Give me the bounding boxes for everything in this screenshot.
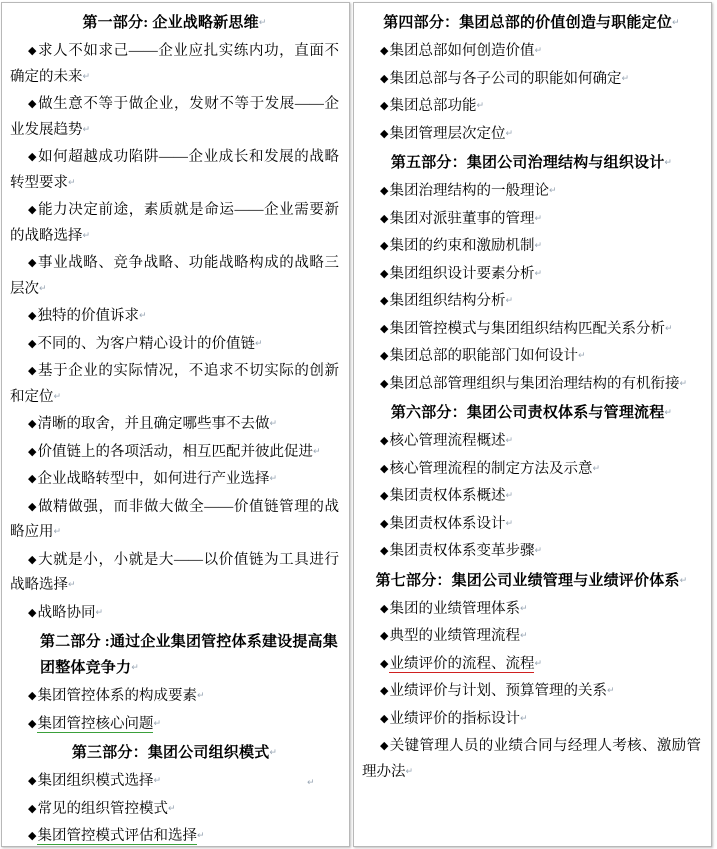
list-item: ◆典型的业绩管理流程↵ xyxy=(380,628,528,644)
heading-part-7: 第七部分：集团公司业绩管理与业绩评价体系↵ xyxy=(375,572,688,589)
list-item: ◆求人不如求己——企业应扎实练内功，直面不确定的未来↵ xyxy=(10,43,340,85)
paragraph-mark-icon: ↵ xyxy=(405,766,414,777)
list-item: ◆集团责权体系变革步骤↵ xyxy=(380,543,543,559)
diamond-bullet-icon: ◆ xyxy=(380,684,389,697)
diamond-bullet-icon: ◆ xyxy=(380,739,389,752)
list-item: ◆集团管控模式评估和选择↵ xyxy=(28,828,205,844)
diamond-bullet-icon: ◆ xyxy=(380,656,389,670)
diamond-bullet-icon: ◆ xyxy=(28,336,37,350)
list-item: ◆能力决定前途，素质就是命运——企业需要新的战略选择↵ xyxy=(10,202,340,244)
list-item: ◆集团总部与各子公司的职能如何确定↵ xyxy=(380,70,630,87)
paragraph-mark-icon: ↵ xyxy=(82,230,91,241)
paragraph-mark-icon: ↵ xyxy=(534,241,543,251)
diamond-bullet-icon: ◆ xyxy=(28,417,37,430)
list-item: ◆关键管理人员的业绩合同与经理人考核、激励管理办法↵ xyxy=(362,738,701,780)
diamond-bullet-icon: ◆ xyxy=(28,97,38,110)
diamond-bullet-icon: ◆ xyxy=(380,516,389,530)
list-item: ◆基于企业的实际情况，不追求不切实际的创新和定位↵ xyxy=(10,363,339,405)
paragraph-mark-icon: ↵ xyxy=(196,831,205,841)
list-item: ◆集团总部管理组织与集团治理结构的有机衔接↵ xyxy=(380,375,688,392)
list-item: ◆业绩评价的指标设计↵ xyxy=(380,710,528,727)
list-item: ◆战略协同↵ xyxy=(28,604,104,621)
paragraph-mark-icon: ↵ xyxy=(672,18,680,28)
paragraph-mark-icon: ↵ xyxy=(664,323,673,334)
diamond-bullet-icon: ◆ xyxy=(380,99,389,112)
paragraph-mark-icon: ↵ xyxy=(39,283,47,294)
diamond-bullet-icon: ◆ xyxy=(28,364,38,377)
list-item: ◆集团对派驻董事的管理↵ xyxy=(380,210,543,227)
paragraph-mark-icon: ↵ xyxy=(68,177,76,188)
paragraph-mark-icon: ↵ xyxy=(269,474,278,484)
paragraph-mark-icon: ↵ xyxy=(519,603,528,614)
diamond-bullet-icon: ◆ xyxy=(380,126,389,140)
list-item: ◆清晰的取舍，并且确定哪些事不去做↵ xyxy=(28,416,278,432)
paragraph-mark-icon: ↵ xyxy=(269,748,278,758)
paragraph-mark-icon: ↵ xyxy=(505,296,514,306)
diamond-bullet-icon: ◆ xyxy=(380,321,389,335)
diamond-bullet-icon: ◆ xyxy=(28,203,38,216)
list-item: ◆集团管理层次定位↵ xyxy=(380,125,514,142)
diamond-bullet-icon: ◆ xyxy=(28,309,37,322)
list-item: ◆集团的业绩管理体系↵ xyxy=(380,600,528,617)
list-item: ◆集团管控模式与集团组织结构匹配关系分析↵ xyxy=(380,320,673,337)
diamond-bullet-icon: ◆ xyxy=(380,211,389,225)
right-column xyxy=(353,2,712,847)
diamond-bullet-icon: ◆ xyxy=(380,629,389,642)
diamond-bullet-icon: ◆ xyxy=(28,829,37,842)
list-item: ◆集团管控核心问题↵ xyxy=(28,715,162,732)
diamond-bullet-icon: ◆ xyxy=(380,184,389,197)
heading-part-4: 第四部分：集团总部的价值创造与职能定位↵ xyxy=(383,15,680,31)
paragraph-mark-icon: ↵ xyxy=(82,124,91,135)
list-item: ◆集团组织模式选择↵ xyxy=(28,773,162,789)
diamond-bullet-icon: ◆ xyxy=(28,44,38,57)
paragraph-mark-icon: ↵ xyxy=(53,391,62,402)
diamond-bullet-icon: ◆ xyxy=(28,499,38,513)
diamond-bullet-icon: ◆ xyxy=(28,605,37,619)
diamond-bullet-icon: ◆ xyxy=(380,711,389,725)
list-item: ◆集团总部的职能部门如何设计↵ xyxy=(380,348,586,364)
list-item: ◆集团组织结构分析↵ xyxy=(380,293,514,309)
diamond-bullet-icon: ◆ xyxy=(380,461,389,475)
paragraph-mark-icon: ↵ xyxy=(505,436,514,446)
left-column xyxy=(1,2,350,847)
paragraph-mark-icon: ↵ xyxy=(505,518,514,529)
list-item: ◆如何超越成功陷阱——企业成长和发展的战略转型要求↵ xyxy=(10,149,340,191)
paragraph-mark-icon: ↵ xyxy=(269,419,278,429)
paragraph-mark-icon: ↵ xyxy=(606,686,615,696)
paragraph-mark-icon: ↵ xyxy=(82,71,91,82)
paragraph-mark-icon: ↵ xyxy=(679,378,688,389)
list-item: ◆大就是小，小就是大——以价值链为工具进行战略选择↵ xyxy=(10,551,340,593)
paragraph-mark-icon: ↵ xyxy=(664,408,673,418)
paragraph-mark-icon: ↵ xyxy=(53,527,62,537)
diamond-bullet-icon: ◆ xyxy=(380,376,389,390)
paragraph-mark-icon: ↵ xyxy=(664,158,673,168)
list-item: ◆集团总部功能↵ xyxy=(380,98,485,114)
list-item: ◆企业战略转型中，如何进行产业选择↵ xyxy=(28,471,278,487)
diamond-bullet-icon: ◆ xyxy=(380,349,389,362)
diamond-bullet-icon: ◆ xyxy=(28,716,37,730)
paragraph-mark-icon: ↵ xyxy=(577,351,586,361)
heading-part-1: 第一部分: 企业战略新思维↵ xyxy=(82,15,267,31)
paragraph-mark-icon: ↵ xyxy=(68,580,76,590)
diamond-bullet-icon: ◆ xyxy=(28,472,37,485)
paragraph-mark-icon: ↵ xyxy=(95,607,104,618)
diamond-bullet-icon: ◆ xyxy=(28,552,38,566)
heading-part-5: 第五部分：集团公司治理结构与组织设计↵ xyxy=(390,155,673,171)
list-item: ◆集团的约束和激励机制↵ xyxy=(380,238,543,254)
list-item: ◆不同的、为客户精心设计的价值链↵ xyxy=(28,335,263,352)
diamond-bullet-icon: ◆ xyxy=(380,266,389,280)
diamond-bullet-icon: ◆ xyxy=(380,601,389,615)
list-item: ◆做精做强，而非做大做全——价值链管理的战略应用↵ xyxy=(10,498,340,540)
paragraph-mark-icon: ↵ xyxy=(153,718,162,729)
list-item: ◆集团总部如何创造价值↵ xyxy=(380,43,543,59)
stray-paragraph-mark-icon: ↵ xyxy=(307,778,315,788)
paragraph-mark-icon: ↵ xyxy=(258,18,267,28)
list-item: ◆集团责权体系概述↵ xyxy=(380,488,514,504)
paragraph-mark-icon: ↵ xyxy=(131,663,139,673)
list-item: ◆核心管理流程的制定方法及示意↵ xyxy=(380,460,601,477)
paragraph-mark-icon: ↵ xyxy=(679,575,688,586)
diamond-bullet-icon: ◆ xyxy=(380,44,389,57)
list-item: ◆事业战略、竞争战略、功能战略构成的战略三层次↵ xyxy=(10,255,339,297)
diamond-bullet-icon: ◆ xyxy=(28,774,37,787)
diamond-bullet-icon: ◆ xyxy=(28,801,37,815)
list-item: ◆集团责权体系设计↵ xyxy=(380,515,514,532)
list-item: ◆集团组织设计要素分析↵ xyxy=(380,265,543,282)
paragraph-mark-icon: ↵ xyxy=(534,213,543,224)
paragraph-mark-icon: ↵ xyxy=(548,186,557,196)
diamond-bullet-icon: ◆ xyxy=(380,294,389,307)
paragraph-mark-icon: ↵ xyxy=(254,338,263,349)
list-item: ◆做生意不等于做企业，发财不等于发展——企业发展趋势↵ xyxy=(10,96,340,138)
diamond-bullet-icon: ◆ xyxy=(380,434,389,447)
diamond-bullet-icon: ◆ xyxy=(28,689,37,702)
paragraph-mark-icon: ↵ xyxy=(534,546,543,556)
diamond-bullet-icon: ◆ xyxy=(380,489,389,502)
paragraph-mark-icon: ↵ xyxy=(153,776,162,786)
paragraph-mark-icon: ↵ xyxy=(196,691,205,701)
paragraph-mark-icon: ↵ xyxy=(505,128,514,139)
paragraph-mark-icon: ↵ xyxy=(519,631,528,641)
list-item: ◆集团管控体系的构成要素↵ xyxy=(28,688,205,704)
paragraph-mark-icon: ↵ xyxy=(621,73,630,84)
paragraph-mark-icon: ↵ xyxy=(312,446,321,457)
heading-part-2: 第二部分 :通过企业集团管控体系建设提高集团整体竞争力↵ xyxy=(40,634,338,676)
diamond-bullet-icon: ◆ xyxy=(28,256,38,269)
paragraph-mark-icon: ↵ xyxy=(534,658,543,669)
diamond-bullet-icon: ◆ xyxy=(380,544,389,557)
list-item: ◆集团治理结构的一般理论↵ xyxy=(380,183,557,199)
paragraph-mark-icon: ↵ xyxy=(476,101,485,111)
paragraph-mark-icon: ↵ xyxy=(592,463,601,474)
list-item: ◆业绩评价的流程、流程↵ xyxy=(380,655,543,672)
paragraph-mark-icon: ↵ xyxy=(519,713,528,724)
list-item: ◆核心管理流程概述↵ xyxy=(380,433,514,449)
heading-part-3: 第三部分：集团公司组织模式↵ xyxy=(71,745,278,761)
diamond-bullet-icon: ◆ xyxy=(28,150,38,163)
diamond-bullet-icon: ◆ xyxy=(28,444,37,458)
paragraph-mark-icon: ↵ xyxy=(505,491,514,501)
list-item: ◆价值链上的各项活动，相互匹配并彼此促进↵ xyxy=(28,443,321,460)
heading-part-6: 第六部分：集团公司责权体系与管理流程↵ xyxy=(390,405,673,421)
list-item: ◆业绩评价与计划、预算管理的关系↵ xyxy=(380,683,615,699)
paragraph-mark-icon: ↵ xyxy=(138,311,147,321)
diamond-bullet-icon: ◆ xyxy=(380,71,389,85)
paragraph-mark-icon: ↵ xyxy=(167,803,176,814)
paragraph-mark-icon: ↵ xyxy=(534,268,543,279)
paragraph-mark-icon: ↵ xyxy=(534,46,543,56)
list-item: ◆独特的价值诉求↵ xyxy=(28,308,147,324)
list-item: ◆常见的组织管控模式↵ xyxy=(28,800,176,817)
diamond-bullet-icon: ◆ xyxy=(380,239,389,252)
